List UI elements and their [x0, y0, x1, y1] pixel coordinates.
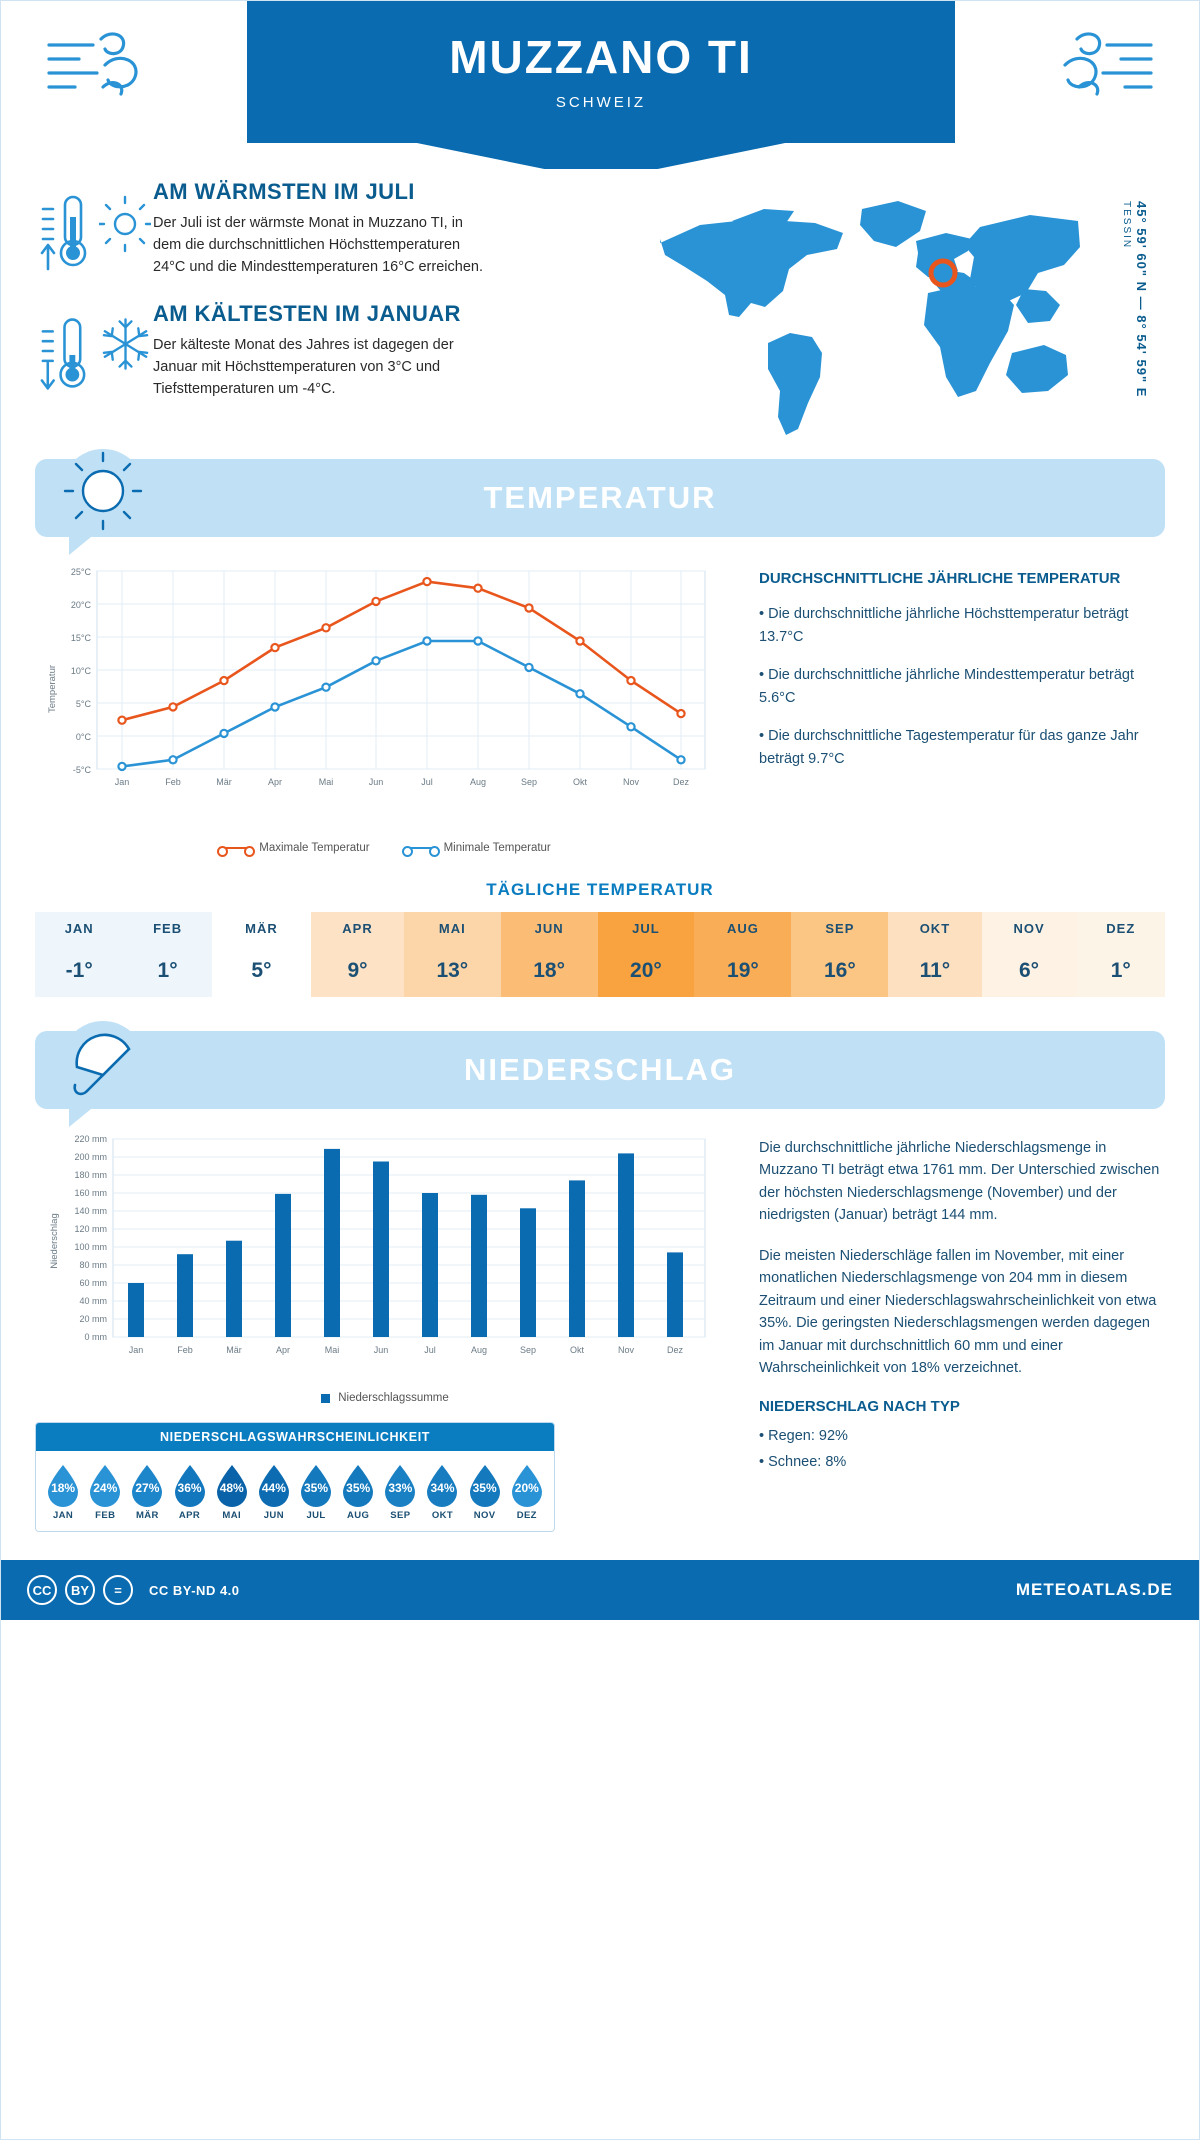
prob-item-okt [421, 1463, 463, 1521]
prob-month-mai: MAI [222, 1510, 242, 1521]
svg-text:Apr: Apr [275, 1345, 291, 1355]
temperature-summary [735, 559, 1165, 854]
temperature-summary-heading: DURCHSCHNITTLICHE JÄHRLICHE TEMPERATUR [759, 570, 1121, 587]
prob-item-nov [464, 1463, 506, 1521]
cc-icon-label: CC [32, 1582, 52, 1598]
svg-text:160 mm: 160 mm [74, 1188, 107, 1198]
prob-value-nov: 35% [472, 1480, 497, 1495]
svg-text:0°C: 0°C [75, 732, 91, 742]
svg-text:Mär: Mär [216, 777, 232, 787]
prob-item-jan [42, 1463, 84, 1521]
raindrop-icon [423, 1463, 461, 1507]
svg-text:10°C: 10°C [70, 666, 91, 676]
temp-value-mar: 5° [212, 945, 311, 997]
warmest-text [153, 179, 493, 279]
temp-head-nov: NOV [982, 912, 1077, 945]
temp-head-dez: DEZ [1077, 912, 1165, 945]
legend-min-swatch [404, 847, 438, 849]
title-banner [247, 1, 955, 143]
world-map [555, 179, 1165, 443]
prob-item-feb [84, 1463, 126, 1521]
precip-probability-box [35, 1422, 555, 1532]
precip-probability-row [36, 1451, 554, 1531]
svg-text:Jan: Jan [128, 1345, 144, 1355]
precipitation-section-title: NIEDERSCHLAG [463, 1052, 736, 1087]
temp-head-mar: MÄR [212, 912, 311, 945]
legend-max-temp [219, 842, 369, 854]
prob-value-aug: 35% [346, 1480, 371, 1495]
precipitation-summary [735, 1131, 1165, 1532]
svg-text:5°C: 5°C [75, 699, 91, 709]
raindrop-icon [381, 1463, 419, 1507]
prob-value-sep: 33% [388, 1480, 413, 1495]
svg-text:0 mm: 0 mm [84, 1332, 107, 1342]
legend-max-label: Maximale Temperatur [259, 842, 370, 854]
temp-head-feb: FEB [123, 912, 211, 945]
temp-value-apr: 9° [311, 945, 404, 997]
raindrop-icon [44, 1463, 82, 1507]
temperature-summary-max: • Die durchschnittliche jährliche Höchsttemperatur beträgt 13.7°C [759, 606, 1129, 645]
temp-value-aug: 19° [694, 945, 791, 997]
warmest-month-block [35, 179, 555, 279]
precip-type-rain: • Regen: 92% [759, 1427, 848, 1444]
svg-text:Nov: Nov [617, 1345, 635, 1355]
prob-value-okt: 34% [430, 1480, 455, 1495]
precip-banner-tail [69, 1109, 91, 1127]
snowflake-icon [98, 315, 153, 373]
svg-text:Aug: Aug [469, 777, 487, 787]
svg-text:15°C: 15°C [70, 633, 91, 643]
umbrella-banner-icon [57, 1017, 149, 1109]
daily-temperature-table [35, 880, 1165, 997]
prob-value-jul: 35% [304, 1480, 329, 1495]
daily-temperature-title: TÄGLICHE TEMPERATUR [486, 880, 714, 899]
prob-month-apr: APR [178, 1510, 201, 1521]
svg-text:Apr: Apr [267, 777, 283, 787]
prob-month-jul: JUL [306, 1510, 326, 1521]
prob-month-nov: NOV [473, 1510, 496, 1521]
cc-icon [27, 1575, 57, 1605]
temp-head-aug: AUG [694, 912, 791, 945]
extremes-section [1, 161, 1199, 453]
temp-head-okt: OKT [888, 912, 981, 945]
prob-month-jun: JUN [263, 1510, 284, 1521]
prob-value-apr: 36% [177, 1480, 202, 1495]
svg-text:Jul: Jul [424, 1345, 436, 1355]
header [1, 1, 1199, 161]
cc-nd-icon-label: = [114, 1582, 122, 1598]
temp-value-jun: 18° [501, 945, 598, 997]
svg-text:Nov: Nov [622, 777, 640, 787]
temp-value-sep: 16° [791, 945, 888, 997]
svg-text:Jun: Jun [373, 1345, 389, 1355]
precip-type-heading: NIEDERSCHLAG NACH TYP [759, 1397, 960, 1415]
world-map-svg [640, 193, 1080, 443]
svg-text:Aug: Aug [470, 1345, 488, 1355]
coldest-title: AM KÄLTESTEN IM JANUAR [153, 301, 461, 326]
prob-item-mai [211, 1463, 253, 1521]
precipitation-section [1, 1109, 1199, 1532]
cc-by-icon-label: BY [70, 1582, 90, 1598]
temperature-summary-mean: • Die durchschnittliche Tagestemperatur für das ganze Jahr beträgt 9.7°C [759, 728, 1139, 767]
site-name: METEOATLAS.DE [1015, 1580, 1173, 1599]
temp-head-jan: JAN [35, 912, 123, 945]
wind-decoration-right-icon [1039, 25, 1169, 105]
precipitation-chart-column [35, 1131, 735, 1532]
svg-text:Okt: Okt [572, 777, 588, 787]
temp-table [35, 912, 1165, 997]
temp-value-jul: 20° [598, 945, 695, 997]
extremes-text-column [35, 179, 555, 443]
cc-by-icon [65, 1575, 95, 1605]
temperature-section [1, 537, 1199, 854]
raindrop-icon [255, 1463, 293, 1507]
raindrop-icon [466, 1463, 504, 1507]
prob-month-dez: DEZ [516, 1510, 537, 1521]
banner-tail [69, 537, 91, 555]
legend-min-label: Minimale Temperatur [443, 842, 551, 854]
legend-precip-swatch [321, 1394, 330, 1403]
svg-text:220 mm: 220 mm [74, 1134, 107, 1144]
precip-probability-title: NIEDERSCHLAGSWAHRSCHEINLICHKEIT [36, 1423, 554, 1451]
temperature-banner [35, 459, 1165, 537]
thermometer-up-icon [35, 183, 95, 279]
svg-text:Mai: Mai [318, 777, 334, 787]
svg-text:40 mm: 40 mm [79, 1296, 107, 1306]
warmest-description: Der Juli ist der wärmste Monat in Muzzano TI, in dem die durchschnittlichen Höchsttemperaturen 24°C und die Mindesttemperaturen 16°C erreichen. [153, 215, 483, 275]
svg-text:Dez: Dez [672, 777, 690, 787]
prob-value-feb: 24% [93, 1480, 118, 1495]
temp-value-dez: 1° [1077, 945, 1165, 997]
svg-text:20 mm: 20 mm [79, 1314, 107, 1324]
temperature-section-title: TEMPERATUR [483, 480, 717, 515]
prob-month-jan: JAN [52, 1510, 74, 1521]
svg-text:Mär: Mär [226, 1345, 242, 1355]
raindrop-icon [171, 1463, 209, 1507]
svg-text:Sep: Sep [520, 777, 538, 787]
raindrop-icon [128, 1463, 166, 1507]
temp-head-mai: MAI [404, 912, 501, 945]
temperature-line-chart-svg [35, 559, 735, 829]
precipitation-banner [35, 1031, 1165, 1109]
prob-item-aug [337, 1463, 379, 1521]
prob-value-mai: 48% [219, 1480, 244, 1495]
raindrop-icon [86, 1463, 124, 1507]
svg-text:60 mm: 60 mm [79, 1278, 107, 1288]
country-label: SCHWEIZ [555, 93, 647, 111]
coldest-text [153, 301, 493, 401]
svg-text:Dez: Dez [666, 1345, 684, 1355]
prob-item-jun [253, 1463, 295, 1521]
temp-head-jul: JUL [598, 912, 695, 945]
svg-text:Mai: Mai [324, 1345, 340, 1355]
svg-text:140 mm: 140 mm [74, 1206, 107, 1216]
coldest-description: Der kälteste Monat des Jahres ist dagegen der Januar mit Höchsttemperaturen von 3°C und Tiefsttemperaturen um -4°C. [153, 337, 454, 397]
prob-value-jun: 44% [261, 1480, 286, 1495]
svg-text:120 mm: 120 mm [74, 1224, 107, 1234]
svg-text:25°C: 25°C [70, 567, 91, 577]
precip-summary-annual: Die durchschnittliche jährliche Niederschlagsmenge in Muzzano TI beträgt etwa 1761 mm. Der Unterschied zwischen der höchsten Niederschlagsmenge (November) und der niedrigsten (Januar) beträgt 144 mm. [759, 1140, 1160, 1224]
temperature-chart [35, 559, 735, 854]
temp-table-value-row [35, 945, 1165, 997]
sun-icon [99, 195, 151, 253]
temp-head-apr: APR [311, 912, 404, 945]
svg-text:Jan: Jan [114, 777, 130, 787]
warmest-title: AM WÄRMSTEN IM JULI [153, 179, 415, 204]
temp-value-nov: 6° [982, 945, 1077, 997]
temperature-summary-min: • Die durchschnittliche jährliche Mindesttemperatur beträgt 5.6°C [759, 667, 1135, 706]
prob-month-sep: SEP [390, 1510, 411, 1521]
svg-text:20°C: 20°C [70, 600, 91, 610]
temp-table-header-row [35, 912, 1165, 945]
sun-banner-icon [57, 445, 149, 537]
region-label: TESSIN [1121, 201, 1132, 250]
prob-item-apr [169, 1463, 211, 1521]
prob-item-mar [126, 1463, 168, 1521]
precip-summary-extremes: Die meisten Niederschläge fallen im November, mit einer monatlichen Niederschlagsmenge von 204 mm in diesem Zeitraum und einer Niederschlagswahrscheinlichkeit von etwa 35%. Die geringsten Niederschlagsmengen werden dagegen im Januar mit durchschnittlich 60 mm und einer Wahrscheinlichkeit von 18% verzeichnet. [759, 1247, 1157, 1377]
raindrop-icon [297, 1463, 335, 1507]
raindrop-icon [339, 1463, 377, 1507]
temp-value-feb: 1° [123, 945, 211, 997]
svg-text:200 mm: 200 mm [74, 1152, 107, 1162]
raindrop-icon [213, 1463, 251, 1507]
prob-month-mar: MÄR [135, 1510, 159, 1521]
footer [1, 1560, 1199, 1620]
svg-text:180 mm: 180 mm [74, 1170, 107, 1180]
license-group [27, 1575, 240, 1605]
precipitation-legend [35, 1392, 735, 1404]
svg-text:Niederschlag: Niederschlag [49, 1213, 60, 1269]
prob-month-okt: OKT [431, 1510, 454, 1521]
svg-text:100 mm: 100 mm [74, 1242, 107, 1252]
legend-precip-label: Niederschlagssumme [338, 1392, 449, 1404]
prob-value-mar: 27% [135, 1480, 160, 1495]
temp-value-okt: 11° [888, 945, 981, 997]
precipitation-bar-chart-svg [35, 1131, 735, 1381]
svg-text:Feb: Feb [177, 1345, 193, 1355]
wind-decoration-left-icon [31, 25, 161, 105]
svg-text:Jul: Jul [421, 777, 433, 787]
coldest-month-block [35, 301, 555, 401]
temp-head-sep: SEP [791, 912, 888, 945]
svg-text:Temperatur: Temperatur [47, 664, 58, 714]
precip-type-snow: • Schnee: 8% [759, 1454, 847, 1471]
svg-text:-5°C: -5°C [72, 765, 91, 775]
prob-item-jul [295, 1463, 337, 1521]
svg-text:Okt: Okt [569, 1345, 585, 1355]
prob-item-dez [506, 1463, 548, 1521]
thermometer-down-icon [35, 305, 94, 401]
svg-text:Sep: Sep [519, 1345, 537, 1355]
temp-value-mai: 13° [404, 945, 501, 997]
prob-value-dez: 20% [514, 1480, 539, 1495]
page-title: MUZZANO TI [449, 30, 753, 83]
cc-nd-icon [103, 1575, 133, 1605]
temperature-legend [35, 842, 735, 854]
prob-item-sep [379, 1463, 421, 1521]
prob-month-aug: AUG [347, 1510, 370, 1521]
coordinates-label: 45° 59' 60" N — 8° 54' 59" E [1134, 201, 1149, 398]
legend-max-swatch [219, 847, 253, 849]
raindrop-icon [508, 1463, 546, 1507]
coldest-icons [35, 301, 153, 401]
svg-text:80 mm: 80 mm [79, 1260, 107, 1270]
prob-month-feb: FEB [95, 1510, 116, 1521]
warmest-icons [35, 179, 153, 279]
temp-value-jan: -1° [35, 945, 123, 997]
temp-head-jun: JUN [501, 912, 598, 945]
license-label: CC BY-ND 4.0 [149, 1582, 240, 1598]
coordinates-block [1119, 201, 1149, 443]
svg-text:Feb: Feb [165, 777, 181, 787]
prob-value-jan: 18% [51, 1480, 76, 1495]
legend-min-temp [404, 842, 551, 854]
svg-text:Jun: Jun [368, 777, 384, 787]
